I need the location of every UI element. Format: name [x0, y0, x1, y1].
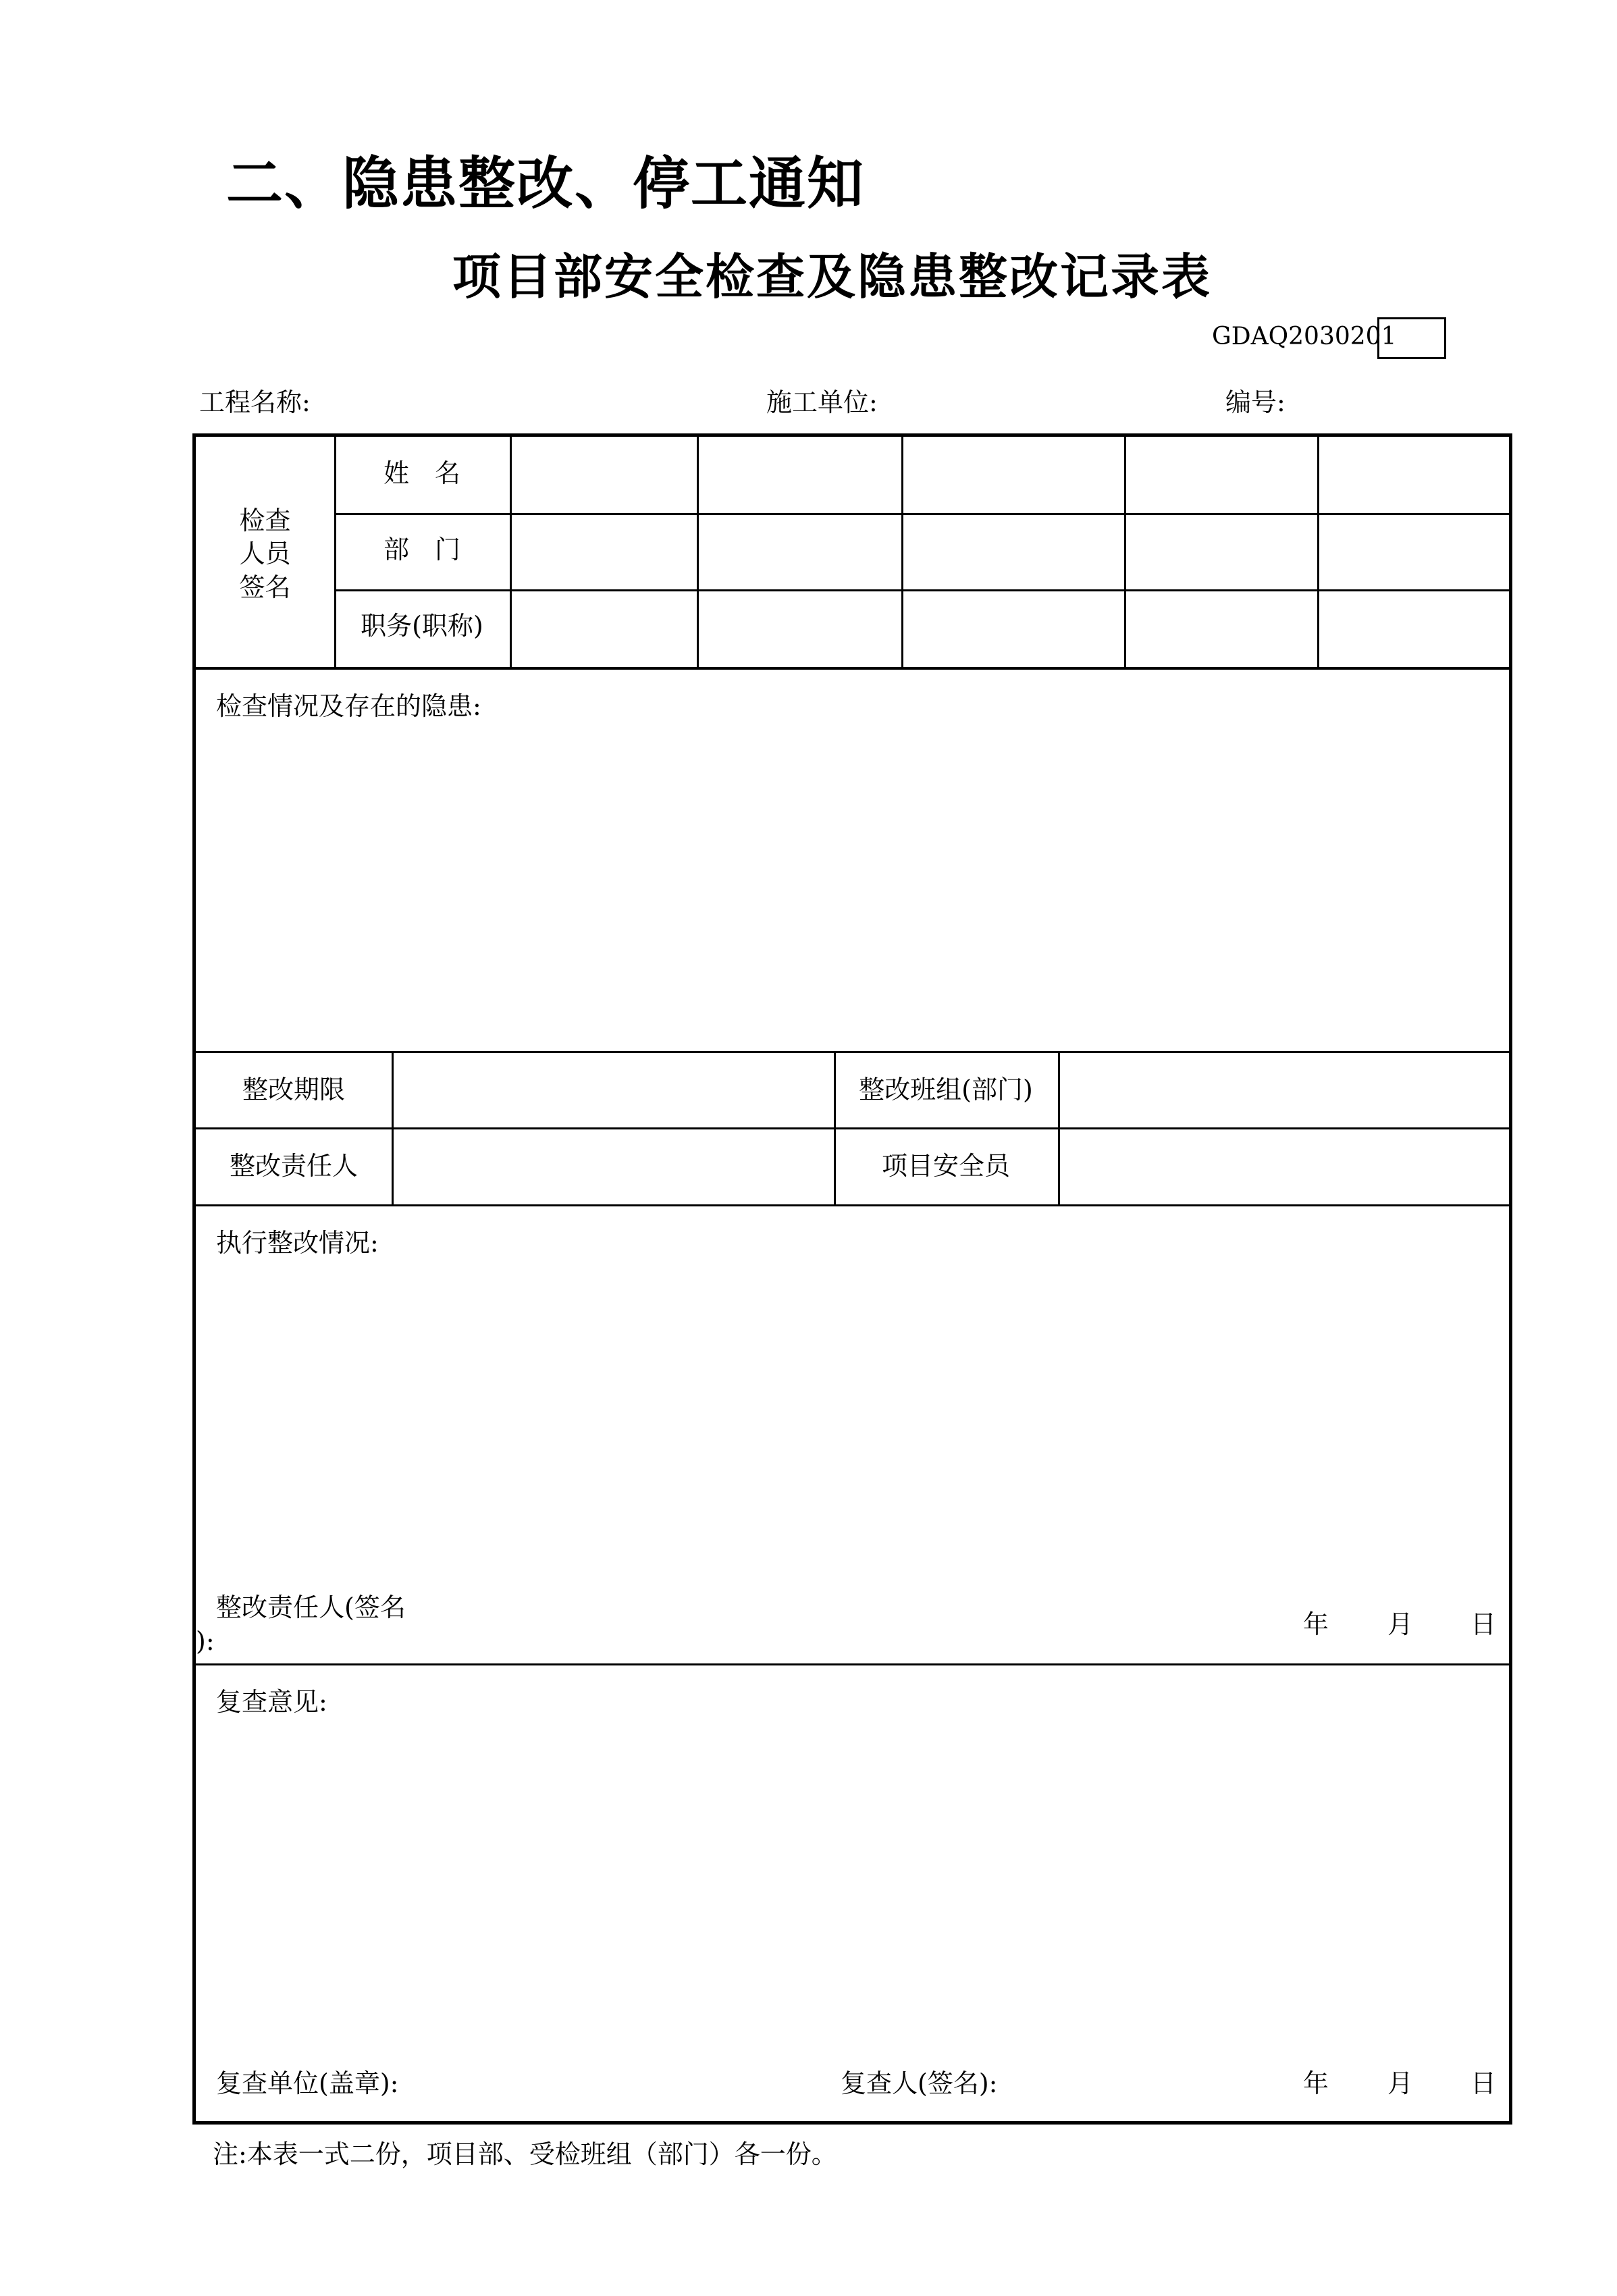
form-title: 项目部安全检查及隐患整改记录表 — [452, 248, 1212, 305]
footnote: 注:本表一式二份，项目部、受检班组（部门）各一份。 — [213, 2139, 837, 2169]
execution-status-label: 执行整改情况: — [216, 1228, 379, 1258]
execution-date-day: 日 — [1470, 1609, 1497, 1639]
responsible-signature-label-end: ): — [196, 1626, 215, 1656]
inspector-position-label: 职务(职称) — [361, 611, 483, 641]
execution-date-year: 年 — [1303, 1609, 1329, 1639]
serial-number-label: 编号: — [1225, 388, 1285, 417]
inspector-department-label: 部 门 — [383, 535, 460, 564]
record-table — [192, 433, 1512, 2125]
rectification-team-label: 整改班组(部门) — [859, 1075, 1033, 1104]
inspection-findings-label: 检查情况及存在的隐患: — [216, 691, 481, 721]
form-code: GDAQ2030201 — [1212, 323, 1397, 350]
responsible-signature-label: 整改责任人(签名 — [216, 1593, 406, 1622]
review-date-day: 日 — [1470, 2068, 1497, 2098]
rectification-responsible-label: 整改责任人 — [229, 1151, 358, 1181]
form-code-suffix-box[interactable] — [1377, 317, 1446, 359]
review-date-month: 月 — [1387, 2068, 1414, 2098]
review-opinion-label: 复查意见: — [216, 1687, 327, 1717]
review-date-year: 年 — [1303, 2068, 1329, 2098]
reviewer-signature-label: 复查人(签名): — [841, 2068, 998, 2098]
project-name-label: 工程名称: — [199, 388, 311, 417]
project-safety-officer-label: 项目安全员 — [881, 1151, 1010, 1181]
review-unit-label: 复查单位(盖章): — [216, 2068, 399, 2098]
section-title: 二、隐患整改、停工通知 — [226, 151, 866, 217]
inspector-name-label: 姓 名 — [383, 458, 460, 488]
rectification-deadline-label: 整改期限 — [242, 1075, 345, 1104]
execution-date-month: 月 — [1387, 1609, 1414, 1639]
construction-unit-label: 施工单位: — [766, 388, 878, 417]
inspector-group-label: 检查 人员 签名 — [239, 506, 291, 602]
